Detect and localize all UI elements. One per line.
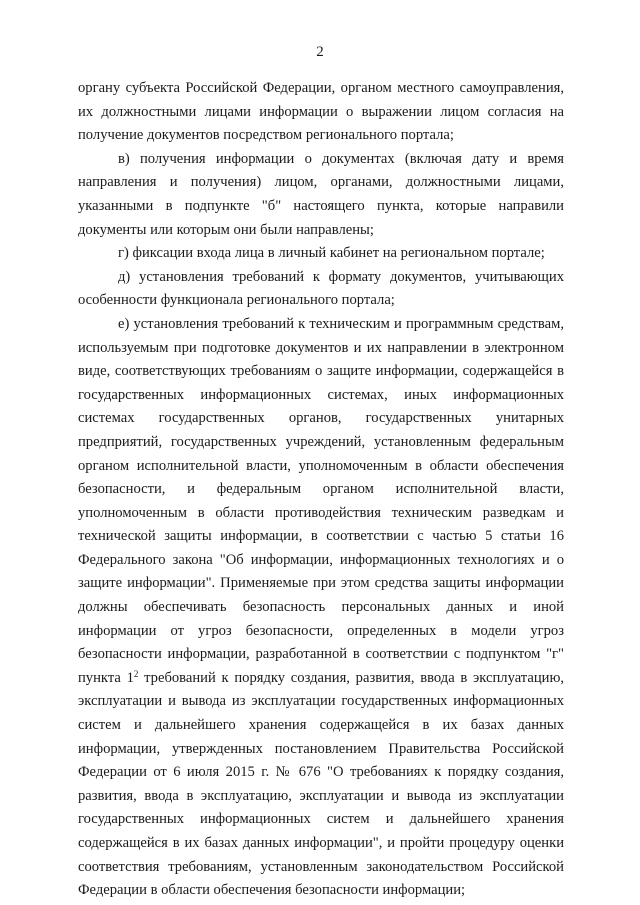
- document-body: [78, 77, 564, 903]
- paragraph-item-v: в) получения информации о документах (включая дату и время направления и получения) лицом, органами, должностными лицами, указанными в подпункте "б" настоящего пункта, которые направили документы или которым они были направлены;: [78, 150, 564, 238]
- superscript-index: 2: [133, 668, 139, 679]
- paragraph-continuation: органу субъекта Российской Федерации, органом местного самоуправления, их должностными лицами информации о выражении лицом согласия на получение документов посредством регионального портала;: [78, 80, 564, 144]
- paragraph-item-g: г) фиксации входа лица в личный кабинет на региональном портале;: [118, 245, 545, 262]
- paragraph-item-e-text-end: требований к порядку создания, развития, ввода в эксплуатацию, эксплуатации и вывода из эксплуатации государственных информационных систем и дальнейшего хранения содержащейся в их базах данных информации, утвержденных постановлением Правительства Российской Федерации от 6 июля 2015 г. № 676 "О требованиях к порядку создания, развития, ввода в эксплуатацию, эксплуатации и вывода из эксплуатации государственных информационных систем и дальнейшего хранения содержащейся в их базах данных информации", и пройти процедуру оценки соответствия требованиям, установленным законодательством Российской Федерации в области обеспечения безопасности информации;: [78, 669, 564, 899]
- paragraph-item-e-text-start: е) установления требований к техническим и программным средствам, используемым при подготовке документов и их направлении в электронном виде, соответствующих требованиям о защите информации, содержащейся в государственных информационных системах, иных информационных системах государственных органов, государственных унитарных предприятий, государственных учреждений, установленным федеральным органом исполнительной власти, уполномоченным в области обеспечения безопасности, и федеральным органом исполнительной власти, уполномоченным в области противодействия техническим разведкам и технической защиты информации, в соответствии с частью 5 статьи 16 Федерального закона "Об информации, информационных технологиях и о защите информации". Применяемые при этом средства защиты информации должны обеспечивать безопасность персональных данных и иной информации от угроз безопасности, определенных в модели угроз безопасности информации, разработанной в соответствии с подпунктом "г" пункта 1: [78, 315, 564, 686]
- paragraph-item-d: д) установления требований к формату документов, учитывающих особенности функционала регионального портала;: [78, 268, 564, 309]
- paragraph-item-e: [78, 313, 564, 903]
- page-number: 2: [316, 44, 324, 60]
